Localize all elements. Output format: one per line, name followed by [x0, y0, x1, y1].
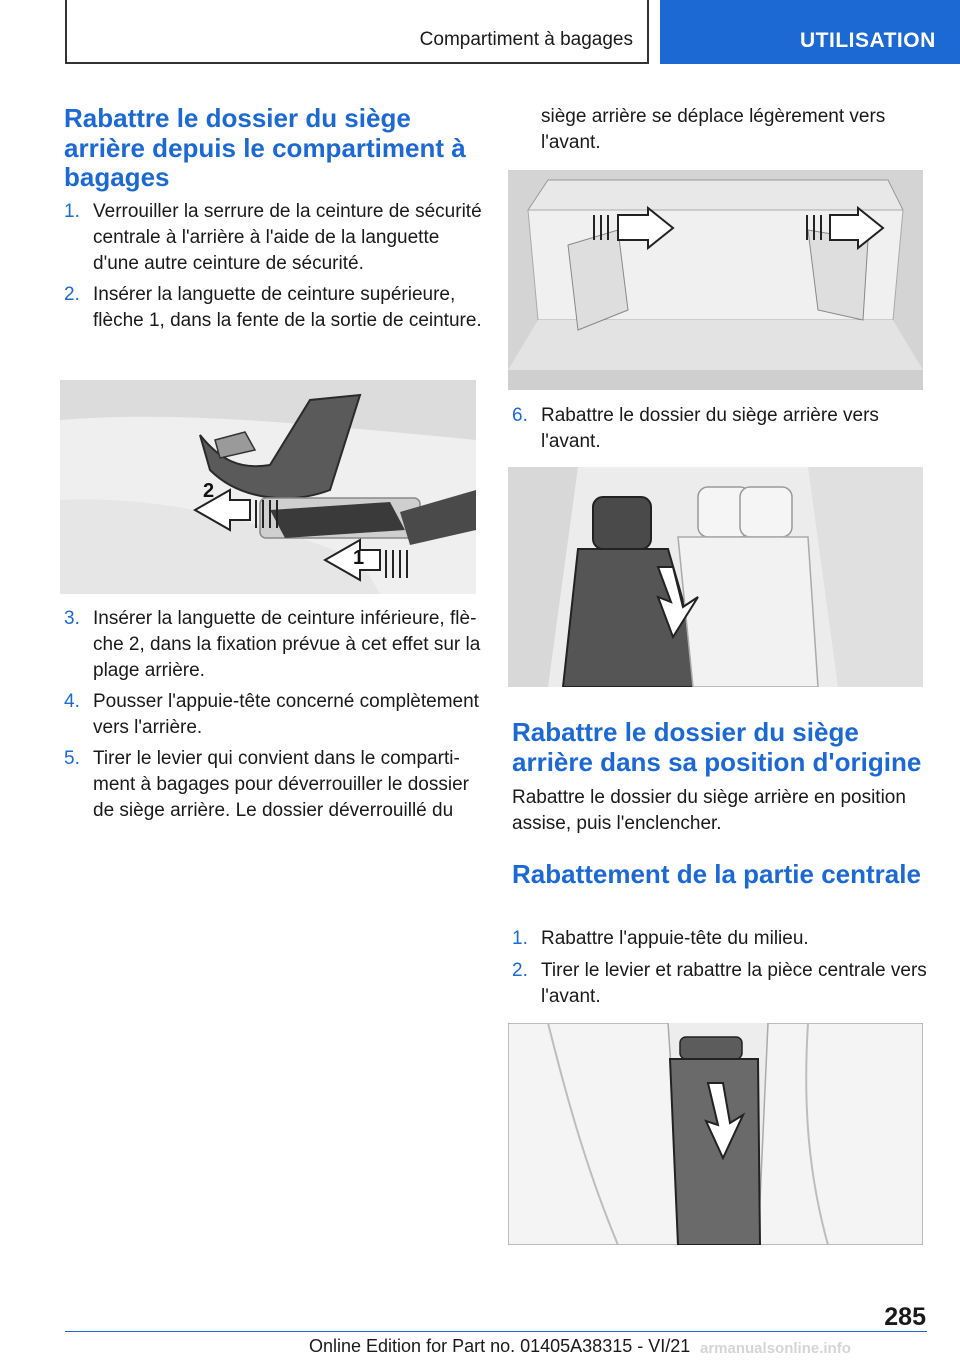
header-section-title: Compartiment à bagages	[419, 29, 633, 50]
footer-divider	[65, 1331, 927, 1332]
step-1	[64, 199, 484, 277]
step-6	[512, 403, 927, 455]
step-text: Tirer le levier et rabattre la pièce centrale vers l'avant.	[541, 960, 927, 1007]
step-text: Rabattre le dossier du siège arrière vers l'avant.	[541, 405, 879, 452]
figure-callout-1: 1	[353, 547, 365, 569]
watermark: armanualsonline.info	[700, 1340, 851, 1357]
step-number: 2.	[512, 960, 528, 981]
heading-fold-from-trunk: Rabattre le dossier du siège arrière depuis le compartiment à bagages	[64, 103, 466, 192]
step-3	[64, 606, 484, 684]
header-section-box	[65, 0, 649, 64]
step-5-continuation: siège arrière se déplace légèrement vers l'avant.	[541, 106, 886, 153]
figure-trunk-release-levers	[508, 170, 923, 390]
header-chapter-tab	[660, 0, 960, 64]
header-chapter-title: UTILISATION	[800, 29, 936, 52]
figure-fold-center-section	[508, 1023, 923, 1245]
step-text: Insérer la languette de ceinture inférieure, flèche 2, dans la fixation prévue à cet effet sur la plage arrière.	[93, 608, 481, 681]
heading-return-to-original: Rabattre le dossier du siège arrière dans sa position d'origine	[512, 717, 922, 777]
step-text: Verrouiller la serrure de la ceinture de sécurité centrale à l'arrière à l'aide de la languette d'une autre ceinture de sécurité.	[93, 201, 482, 274]
step-number: 3.	[64, 608, 80, 629]
step-2	[64, 282, 484, 334]
step-text: Pousser l'appuie-tête concerné complètement vers l'arrière.	[93, 691, 479, 738]
step-number: 5.	[64, 748, 80, 769]
step-text: Tirer le levier qui convient dans le compartiment à bagages pour déverrouiller le dossier de siège arrière. Le dossier déverrouillé du	[93, 748, 469, 821]
step-5	[64, 746, 484, 824]
page-number: 285	[884, 1303, 926, 1331]
step-number: 2.	[64, 284, 80, 305]
figure-belt-tongue-insertion	[60, 380, 476, 594]
figure-callout-2: 2	[203, 480, 215, 502]
step-c-1	[512, 926, 927, 952]
step-number: 1.	[512, 928, 528, 949]
step-number: 4.	[64, 691, 80, 712]
step-text: Insérer la languette de ceinture supérieure, flèche 1, dans la fente de la sortie de ceinture.	[93, 284, 482, 331]
heading-fold-center-section: Rabattement de la partie centrale	[512, 859, 921, 889]
step-text: Rabattre l'appuie-tête du milieu.	[541, 928, 809, 949]
figure-fold-seatback	[508, 467, 923, 687]
step-c-2	[512, 958, 927, 1010]
step-4	[64, 689, 484, 741]
paragraph-return-instruction: Rabattre le dossier du siège arrière en position assise, puis l'enclencher.	[512, 787, 906, 834]
footer-edition: Online Edition for Part no. 01405A38315 - VI/21	[309, 1336, 691, 1356]
step-number: 1.	[64, 201, 80, 222]
step-number: 6.	[512, 405, 528, 426]
